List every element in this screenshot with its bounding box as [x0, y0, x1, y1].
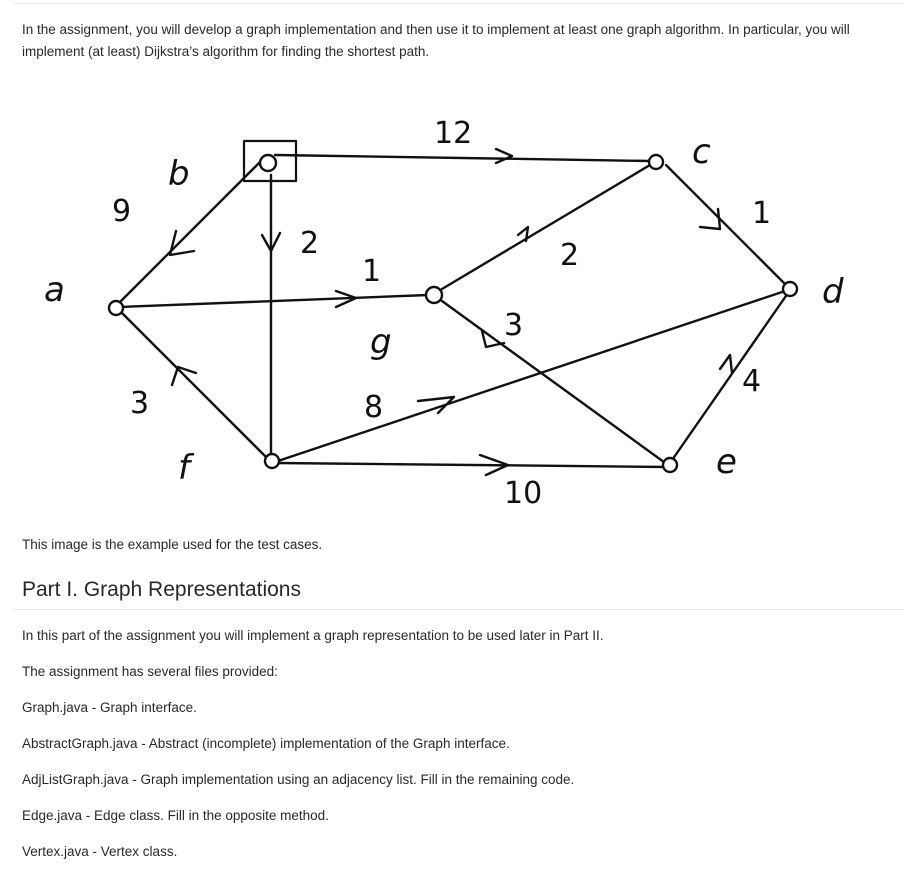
edge-f-a	[122, 313, 266, 457]
vertex-g-node	[426, 287, 442, 303]
file-item-graph: Graph.java - Graph interface.	[22, 700, 197, 715]
weight-g-c: 2	[560, 238, 580, 273]
weight-b-f: 2	[300, 226, 320, 261]
intro-paragraph: In the assignment, you will develop a graph implementation and then use it to implement at least one graph algorithm. In particular, you will implement (at least) Dijkstra’s algorithm for finding the shortest path.	[22, 22, 850, 59]
vertex-label-d: d	[822, 272, 844, 312]
weight-f-e: 10	[504, 476, 543, 511]
file-item-abstract-graph: AbstractGraph.java - Abstract (incomplete) implementation of the Graph interface.	[22, 736, 510, 751]
edge-a-g	[120, 295, 428, 307]
arrow-b-a	[170, 231, 194, 255]
weight-f-d: 8	[364, 390, 384, 425]
edge-f-d	[278, 291, 785, 461]
vertex-d-node	[783, 282, 797, 296]
vertex-a-node	[109, 301, 123, 315]
graph-drawing	[30, 95, 860, 525]
weight-c-d: 1	[752, 196, 772, 231]
vertex-f-node	[265, 454, 279, 468]
edge-e-d	[670, 293, 788, 463]
paragraph-files-intro: The assignment has several files provided:	[22, 664, 278, 679]
vertex-label-c: c	[692, 132, 711, 172]
file-item-edge: Edge.java - Edge class. Fill in the opposite method.	[22, 808, 329, 823]
vertex-label-b: b	[168, 154, 190, 194]
arrow-c-d	[700, 209, 720, 229]
file-item-adj-list-graph: AdjListGraph.java - Graph implementation using an adjacency list. Fill in the remaining code.	[22, 772, 575, 787]
vertex-e-node	[663, 458, 677, 472]
vertex-label-a: a	[44, 270, 65, 310]
vertex-label-f: f	[178, 448, 190, 488]
arrow-g-c	[518, 227, 528, 241]
weight-g-e: 3	[504, 308, 524, 343]
edge-f-e	[278, 463, 668, 467]
edge-g-c	[442, 165, 650, 289]
weight-e-d: 4	[742, 364, 762, 399]
arrow-b-c	[496, 149, 512, 163]
vertex-label-e: e	[716, 442, 737, 482]
vertex-b-node	[260, 155, 276, 171]
vertex-c-node	[649, 155, 663, 169]
weight-a-g: 1	[362, 254, 382, 289]
figure-caption: This image is the example used for the test cases.	[22, 537, 323, 552]
edge-b-c	[275, 155, 650, 161]
weight-b-c: 12	[434, 116, 473, 151]
vertex-label-g: g	[370, 322, 392, 362]
weight-b-a: 9	[112, 194, 132, 229]
paragraph-part-intro: In this part of the assignment you will implement a graph representation to be used later in Part II.	[22, 628, 604, 643]
top-divider	[14, 3, 904, 4]
section-divider	[14, 609, 904, 610]
section-title: Part I. Graph Representations	[22, 578, 301, 601]
file-item-vertex: Vertex.java - Vertex class.	[22, 844, 178, 859]
graph-figure	[30, 95, 860, 525]
arrow-e-d	[720, 355, 732, 373]
edge-g-e	[442, 301, 668, 465]
weight-f-a: 3	[130, 386, 150, 421]
